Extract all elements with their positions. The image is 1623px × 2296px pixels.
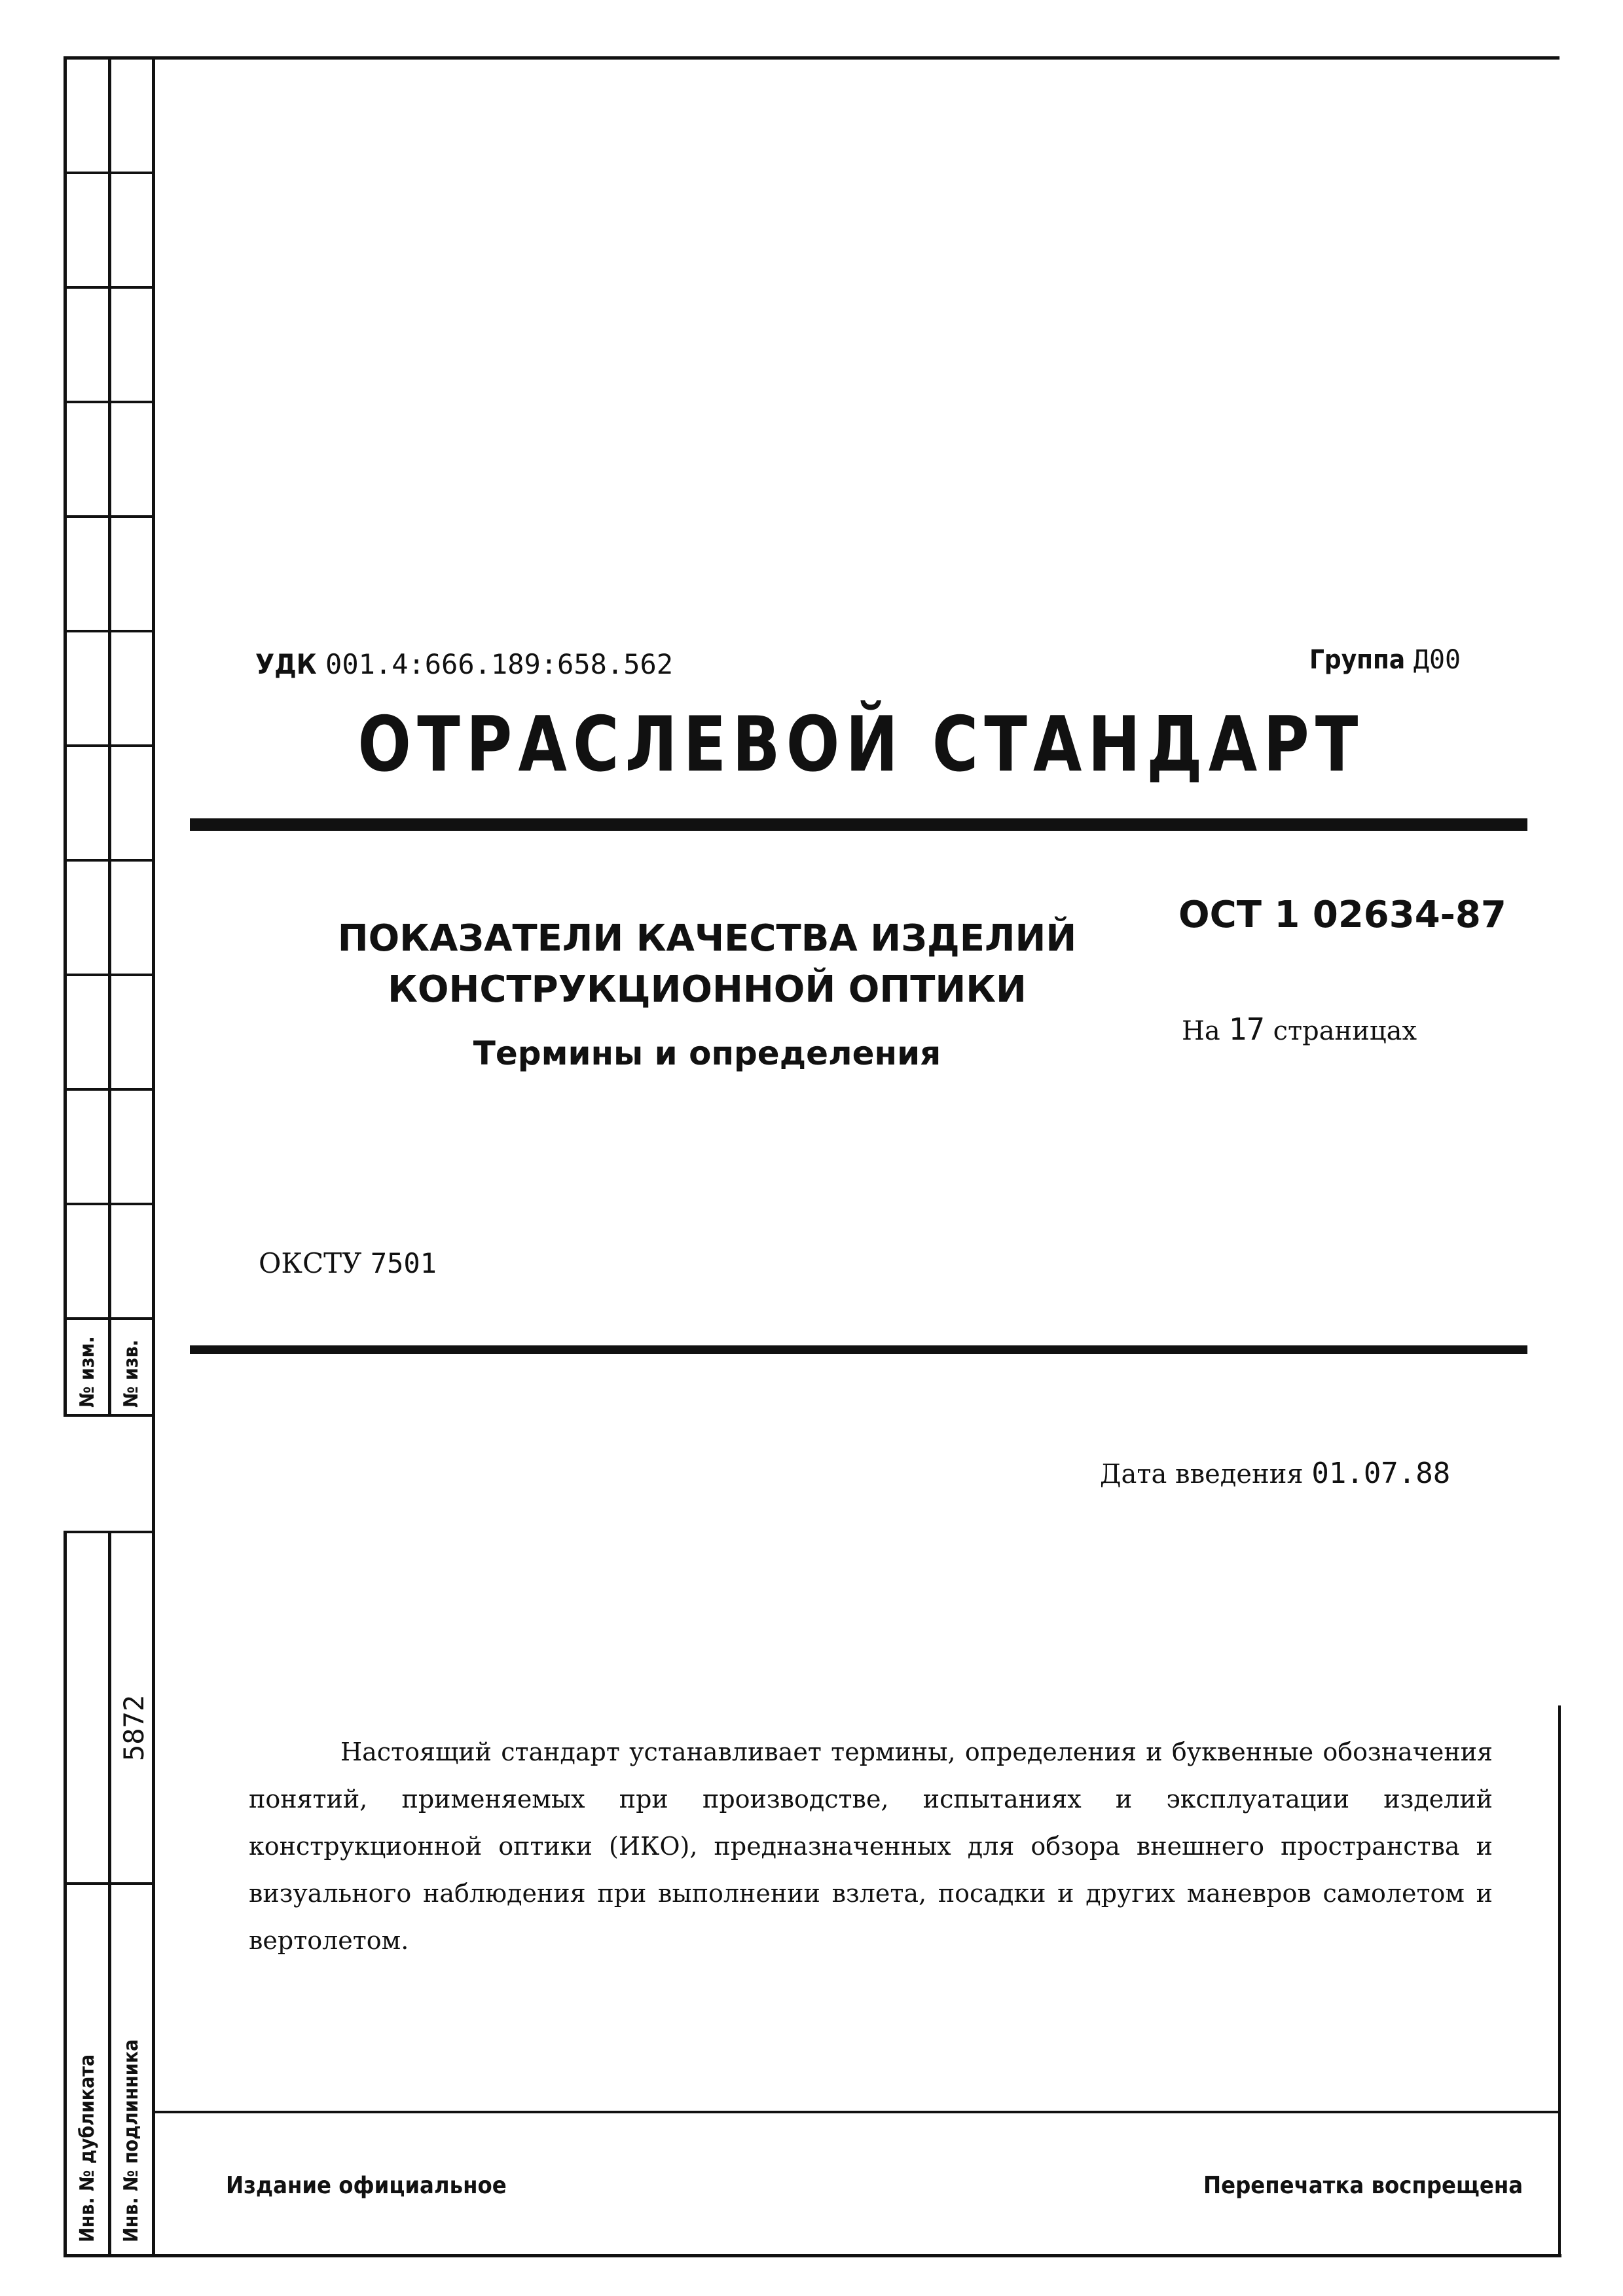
original-inv-value: 5872 <box>118 1694 150 1761</box>
udk-label: УДК <box>255 648 317 680</box>
stamp-row-divider <box>64 744 155 747</box>
stamp-column-line-1 <box>108 58 111 1416</box>
notice-no-label: № изв. <box>120 1339 143 1408</box>
lower-stamp-left-line <box>64 1532 67 2255</box>
left-margin-line <box>64 58 67 1416</box>
lower-stamp-mid-line <box>108 1532 111 2255</box>
document-type-title: ОТРАСЛЕВОЙ СТАНДАРТ <box>357 701 1364 789</box>
stamp-row-divider <box>64 630 155 632</box>
intro-date-line <box>1100 1457 1450 1490</box>
stamp-row-divider <box>64 401 155 403</box>
lower-stamp-top <box>64 1531 155 1533</box>
standard-subtitle: Термины и определения <box>473 1034 941 1072</box>
frame-right-line <box>1558 1705 1561 2257</box>
pages-prefix: На <box>1182 1016 1220 1046</box>
stamp-row-divider <box>64 974 155 976</box>
group-label: Группа <box>1309 645 1406 675</box>
stamp-column-line-2 <box>152 58 155 2255</box>
intro-date-value: 01.07.88 <box>1311 1457 1451 1490</box>
scope-paragraph: Настоящий стандарт устанавливает термины, определения и буквенные обозначения понятий, применяемых при производстве, испытаниях и эксплуатации изделий конструкционной оптики (ИКО), предназначенных для обзора внешнего пространства и визуального наблюдения при выполнении взлета, посадки и других маневров самолетом и вертолетом. <box>249 1738 1493 1955</box>
pages-suffix: страницах <box>1273 1016 1417 1046</box>
page-count <box>1182 1011 1417 1047</box>
title-rule-thick <box>190 818 1527 831</box>
standard-designation: ОСТ 1 02634-87 <box>1178 894 1506 936</box>
section-rule-thick <box>190 1345 1527 1354</box>
stamp-row-divider <box>64 1203 155 1205</box>
okstu-value: 7501 <box>370 1247 437 1279</box>
stamp-row-divider <box>64 859 155 862</box>
pages-count: 17 <box>1228 1011 1265 1047</box>
okstu-line <box>259 1247 437 1279</box>
intro-date-label: Дата введения <box>1100 1459 1304 1489</box>
duplicate-inv-label: Инв. № дубликата <box>76 2054 99 2242</box>
frame-top-line <box>64 56 1559 60</box>
reprint-prohibited-note: Перепечатка воспрещена <box>1203 2172 1523 2199</box>
original-inv-label: Инв. № подлинника <box>120 2039 143 2242</box>
standard-name-line-2: КОНСТРУКЦИОННОЙ ОПТИКИ <box>388 968 1027 1011</box>
stamp-row-divider <box>64 172 155 174</box>
okstu-label: ОКСТУ <box>259 1247 362 1279</box>
stamp-block-bottom <box>64 1414 155 1417</box>
group-line <box>1309 645 1461 675</box>
standard-name <box>288 913 1126 1015</box>
stamp-row-divider <box>64 1317 155 1320</box>
stamp-row-divider <box>64 286 155 289</box>
standard-name-line-1: ПОКАЗАТЕЛИ КАЧЕСТВА ИЗДЕЛИЙ <box>337 917 1077 960</box>
lower-stamp-divider <box>64 1882 155 1885</box>
group-value: Д00 <box>1413 645 1461 675</box>
udk-line <box>255 648 673 680</box>
stamp-row-divider <box>64 515 155 518</box>
footer-separator-line <box>152 2111 1559 2113</box>
scope-paragraph-block <box>249 1728 1493 1964</box>
official-edition-note: Издание официальное <box>226 2172 507 2199</box>
frame-bottom-line <box>64 2254 1561 2257</box>
udk-value: 001.4:666.189:658.562 <box>325 648 674 680</box>
change-no-label: № изм. <box>76 1336 99 1408</box>
stamp-row-divider <box>64 1088 155 1091</box>
